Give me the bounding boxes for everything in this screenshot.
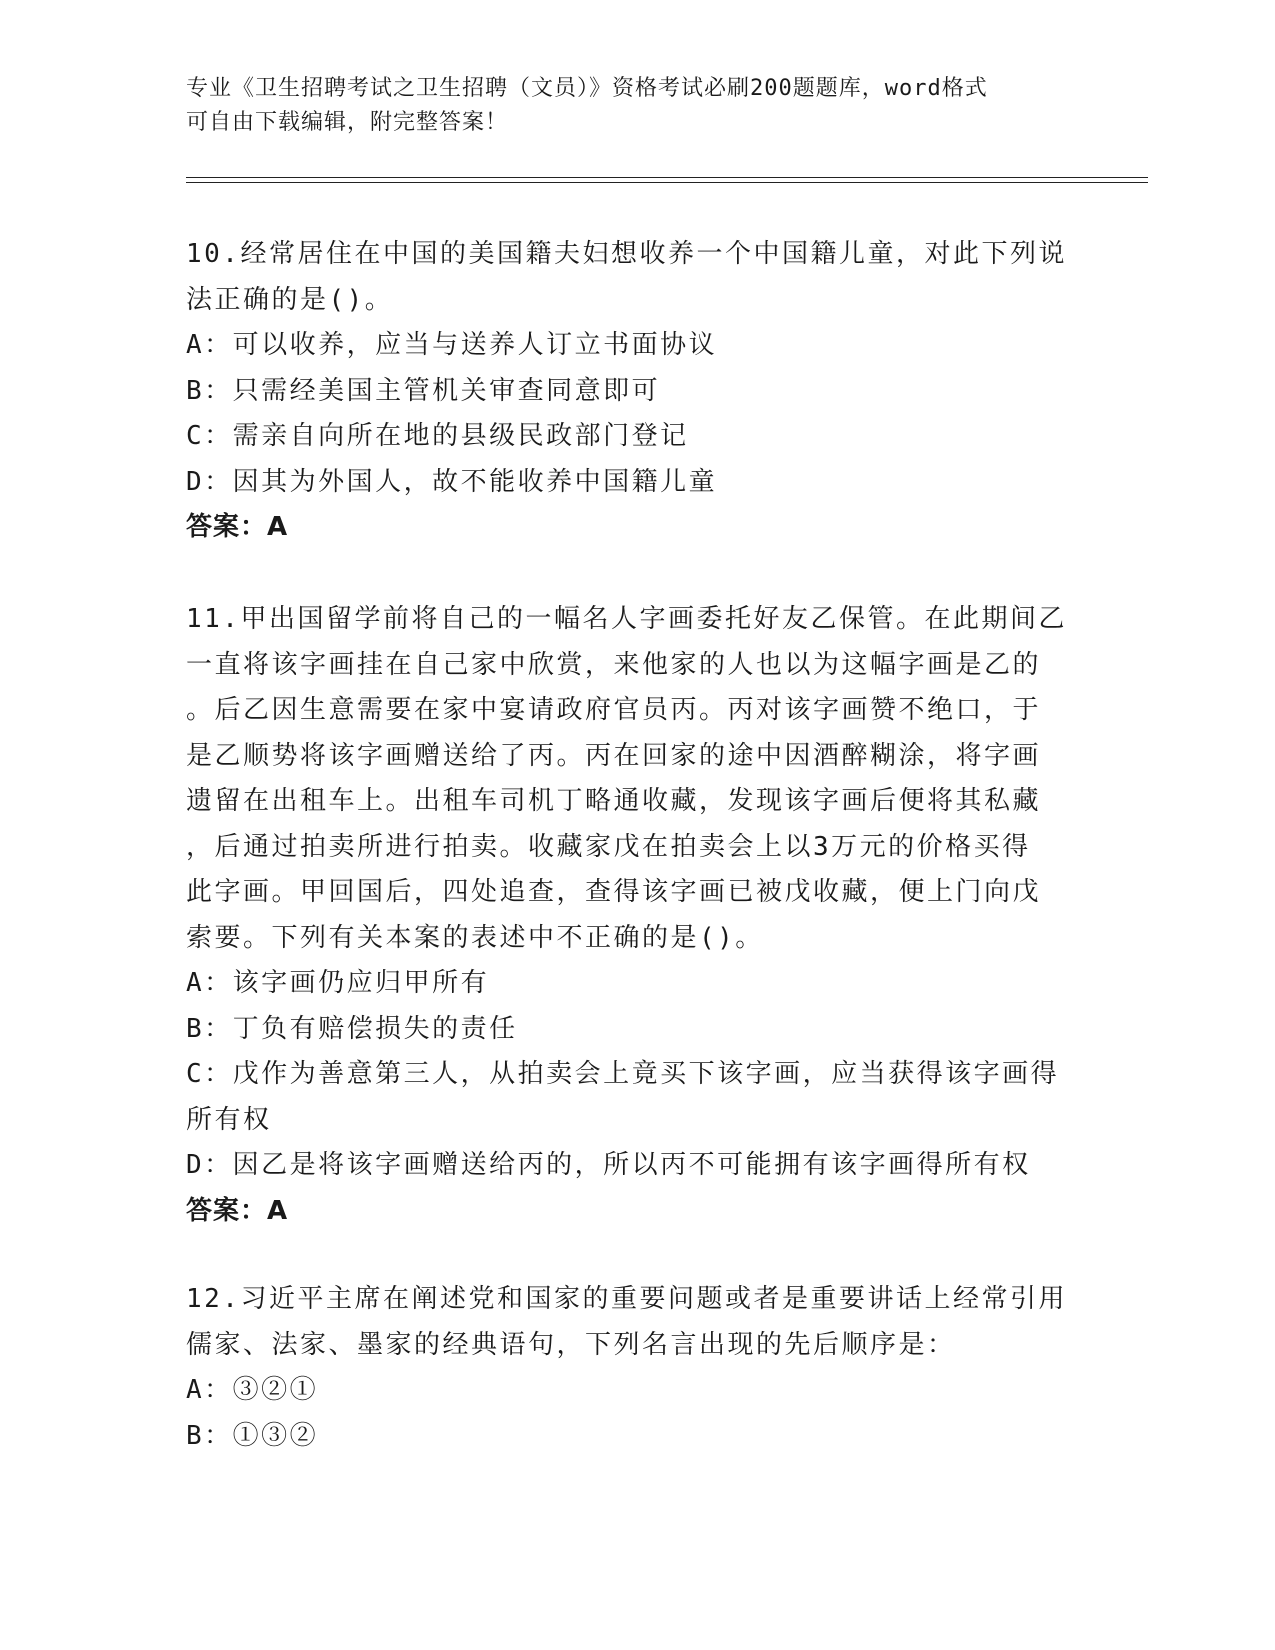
option-b: B：丁负有赔偿损失的责任 <box>186 1013 518 1044</box>
option-a: A：该字画仍应归甲所有 <box>186 968 490 998</box>
option-b: B：①③② <box>186 1420 319 1451</box>
question-12 <box>186 1277 1076 1459</box>
option-d: D：因乙是将该字画赠送给丙的，所以丙不可能拥有该字画得所有权 <box>186 1150 1031 1180</box>
document-header <box>186 72 1066 140</box>
question-text-line: 遗留在出租车上。出租车司机丁略通收藏，发现该字画后便将其私藏 <box>186 786 1042 816</box>
question-11 <box>186 597 1076 1234</box>
question-text-line: 。后乙因生意需要在家中宴请政府官员丙。丙对该字画赞不绝口，于 <box>186 695 1042 725</box>
option-d: D：因其为外国人，故不能收养中国籍儿童 <box>186 466 718 497</box>
option-b: B：只需经美国主管机关审查同意即可 <box>186 375 661 406</box>
option-c: C：戊作为善意第三人，从拍卖会上竟买下该字画，应当获得该字画得 <box>186 1059 1060 1089</box>
question-text-line: 索要。下列有关本案的表述中不正确的是()。 <box>186 922 764 953</box>
question-text-line: ，后通过拍卖所进行拍卖。收藏家戊在拍卖会上以3万元的价格买得 <box>186 831 1031 862</box>
question-text-line: 一直将该字画挂在自己家中欣赏，来他家的人也以为这幅字画是乙的 <box>186 649 1042 680</box>
option-c: C：需亲自向所在地的县级民政部门登记 <box>186 421 689 451</box>
question-text-line: 儒家、法家、墨家的经典语句，下列名言出现的先后顺序是： <box>186 1329 956 1360</box>
answer-label: 答案：A <box>186 1195 289 1226</box>
header-line: 可自由下载编辑，附完整答案！ <box>186 110 509 135</box>
question-text-line: 11.甲出国留学前将自己的一幅名人字画委托好友乙保管。在此期间乙 <box>186 604 1067 634</box>
question-text-line: 是乙顺势将该字画赠送给了丙。丙在回家的途中因酒醉糊涂，将字画 <box>186 740 1042 771</box>
question-text-line: 此字画。甲回国后，四处追查，查得该字画已被戊收藏，便上门向戊 <box>186 877 1042 907</box>
header-divider-bottom <box>186 182 1148 183</box>
option-a: A：可以收养，应当与送养人订立书面协议 <box>186 330 718 360</box>
option-a: A：③②① <box>186 1375 319 1405</box>
question-text-line: 10.经常居住在中国的美国籍夫妇想收养一个中国籍儿童，对此下列说 <box>186 239 1067 269</box>
option-c-continued: 所有权 <box>186 1104 272 1135</box>
header-divider-top <box>186 177 1148 178</box>
question-10 <box>186 232 1076 551</box>
question-text-line: 12.习近平主席在阐述党和国家的重要问题或者是重要讲话上经常引用 <box>186 1284 1067 1314</box>
header-line: 专业《卫生招聘考试之卫生招聘（文员）》资格考试必刷200题题库，word格式 <box>186 76 988 101</box>
question-text-line: 法正确的是()。 <box>186 284 394 315</box>
answer-label: 答案：A <box>186 512 289 542</box>
